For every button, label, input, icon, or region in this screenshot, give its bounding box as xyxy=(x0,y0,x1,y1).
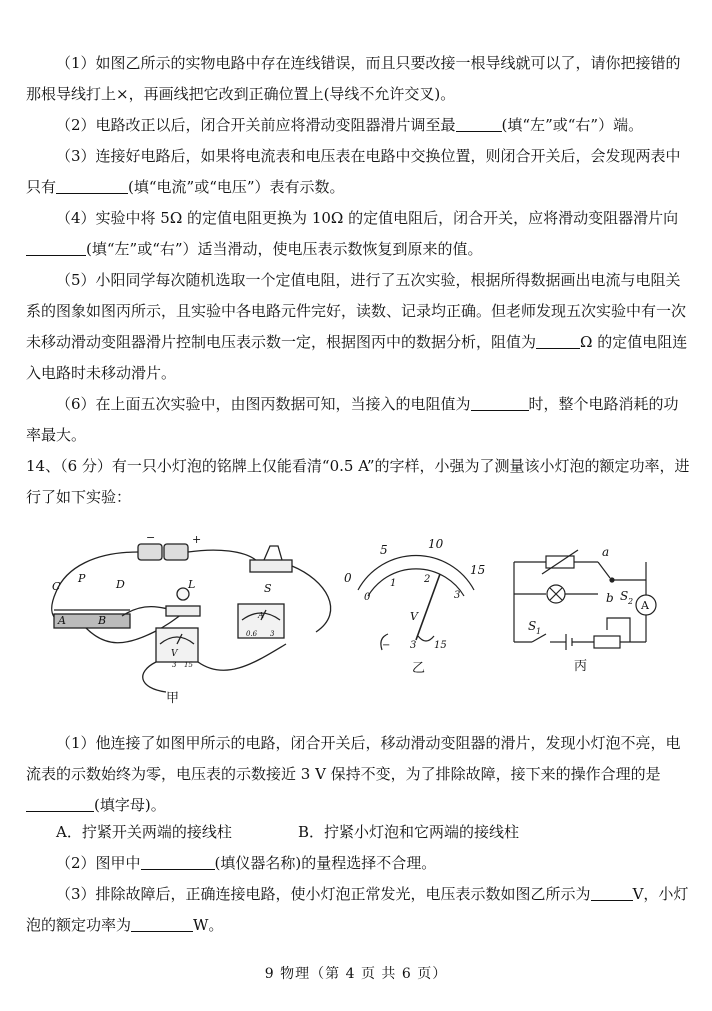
answer-blank[interactable] xyxy=(471,394,529,411)
label-b: b xyxy=(606,591,614,605)
label-lamp: L xyxy=(188,578,196,591)
ammeter-terminal-0-6: 0.6 xyxy=(246,630,258,638)
voltmeter-terminal-3: 3 xyxy=(172,661,177,669)
option-a: A．拧紧开关两端的接线柱 xyxy=(56,823,232,841)
option-b: B．拧紧小灯泡和它两端的接线柱 xyxy=(298,823,520,841)
voltmeter-dial-yi xyxy=(358,555,474,650)
answer-blank[interactable] xyxy=(26,239,86,256)
caption-jia: 甲 xyxy=(166,691,180,706)
label-s1-subscript: 1 xyxy=(536,627,542,636)
q13-part3: （3）连接好电路后，如果将电流表和电压表在电路中交换位置，则闭合开关后，会发现两表中只有 (填“电流”或“电压”）表有示数。 xyxy=(26,147,681,196)
terminal-3: 3 xyxy=(410,640,417,651)
inner-tick-0: 0 xyxy=(364,592,371,603)
label-ammeter: A xyxy=(258,611,264,620)
circuit-figure-jia xyxy=(52,544,331,692)
q13-part2: （2）电路改正以后，闭合开关前应将滑动变阻器滑片调至最 (填“左”或“右”）端。 xyxy=(56,116,644,134)
answer-blank[interactable] xyxy=(26,795,94,812)
battery-minus-sign: − xyxy=(146,531,156,544)
figures-row xyxy=(26,522,696,712)
dial-unit: V xyxy=(410,610,418,623)
label-b-terminal: B xyxy=(98,614,107,627)
label-a: a xyxy=(602,545,610,559)
outer-tick-0: 0 xyxy=(344,571,352,585)
label-d: D xyxy=(116,578,125,591)
outer-tick-10: 10 xyxy=(428,537,444,551)
label-s1: S xyxy=(528,619,537,633)
q14-options xyxy=(56,817,696,848)
inner-tick-3: 3 xyxy=(454,590,461,601)
answer-blank[interactable] xyxy=(591,884,633,901)
answer-blank[interactable] xyxy=(536,332,580,349)
label-a-terminal: A xyxy=(58,614,66,627)
q13-part5: （5）小阳同学每次随机选取一个定值电阻，进行了五次实验，根据所得数据画出电流与电阻关系的图象如图丙所示，且实验中各电路元件完好，读数、记录均正确。但老师发现五次实验中有一次未移动滑动变阻器滑片控制电压表示数一定，根据图丙中的数据分析，阻值为 Ω 的定值电阻连入电路时未移动滑片。 xyxy=(26,271,688,382)
answer-blank[interactable] xyxy=(141,853,215,870)
ammeter-terminal-3: 3 xyxy=(270,630,275,638)
battery-plus-sign: + xyxy=(192,533,202,546)
label-ammeter-bing: A xyxy=(641,599,649,612)
outer-tick-15: 15 xyxy=(470,563,486,577)
inner-tick-1: 1 xyxy=(390,578,397,589)
terminal-minus: − xyxy=(382,640,391,651)
label-c: C xyxy=(52,580,61,593)
terminal-15: 15 xyxy=(434,640,447,651)
q14-part2: （2）图甲中 (填仪器名称)的量程选择不合理。 xyxy=(56,854,437,872)
page-footer: 9 物理（第 4 页 共 6 页） xyxy=(264,966,448,982)
inner-tick-2: 2 xyxy=(424,574,431,585)
label-s2-subscript: 2 xyxy=(628,597,634,606)
q14-part3: （3）排除故障后，正确连接电路，使小灯泡正常发光，电压表示数如图乙所示为 V，小灯泡的额定功率为 W。 xyxy=(26,885,689,934)
answer-blank[interactable] xyxy=(456,115,502,132)
q14-part1: （1）他连接了如图甲所示的电路，闭合开关后，移动滑动变阻器的滑片，发现小灯泡不亮，电流表的示数始终为零，电压表的示数接近 3 V 保持不变，为了排除故障，接下来的操作合理的是(填字母)。 xyxy=(26,734,681,814)
answer-blank[interactable] xyxy=(56,177,128,194)
q13-part4: （4）实验中将 5Ω 的定值电阻更换为 10Ω 的定值电阻后，闭合开关，应将滑动变阻器滑片向(填“左”或“右”）适当滑动，使电压表示数恢复到原来的值。 xyxy=(26,203,690,265)
label-voltmeter: V xyxy=(171,649,178,659)
label-p: P xyxy=(78,572,86,585)
label-s2: S xyxy=(620,589,629,603)
q13-part1: （1）如图乙所示的实物电路中存在连线错误，而且只要改接一根导线就可以了，请你把接错的那根导线打上×，再画线把它改到正确位置上(导线不允许交叉)。 xyxy=(26,54,681,103)
answer-blank[interactable] xyxy=(131,915,193,932)
outer-tick-5: 5 xyxy=(380,543,388,557)
caption-yi: 乙 xyxy=(412,661,426,676)
voltmeter-terminal-15: 15 xyxy=(184,661,193,669)
caption-bing: 丙 xyxy=(574,659,588,674)
label-switch: S xyxy=(264,582,272,595)
q14-intro: 14、（6 分）有一只小灯泡的铭牌上仅能看清“0.5 A”的字样，小强为了测量该小灯泡的额定功率，进行了如下实验： xyxy=(26,457,690,506)
q13-part6: （6）在上面五次实验中，由图丙数据可知，当接入的电阻值为 时，整个电路消耗的功率最大。 xyxy=(26,395,679,444)
